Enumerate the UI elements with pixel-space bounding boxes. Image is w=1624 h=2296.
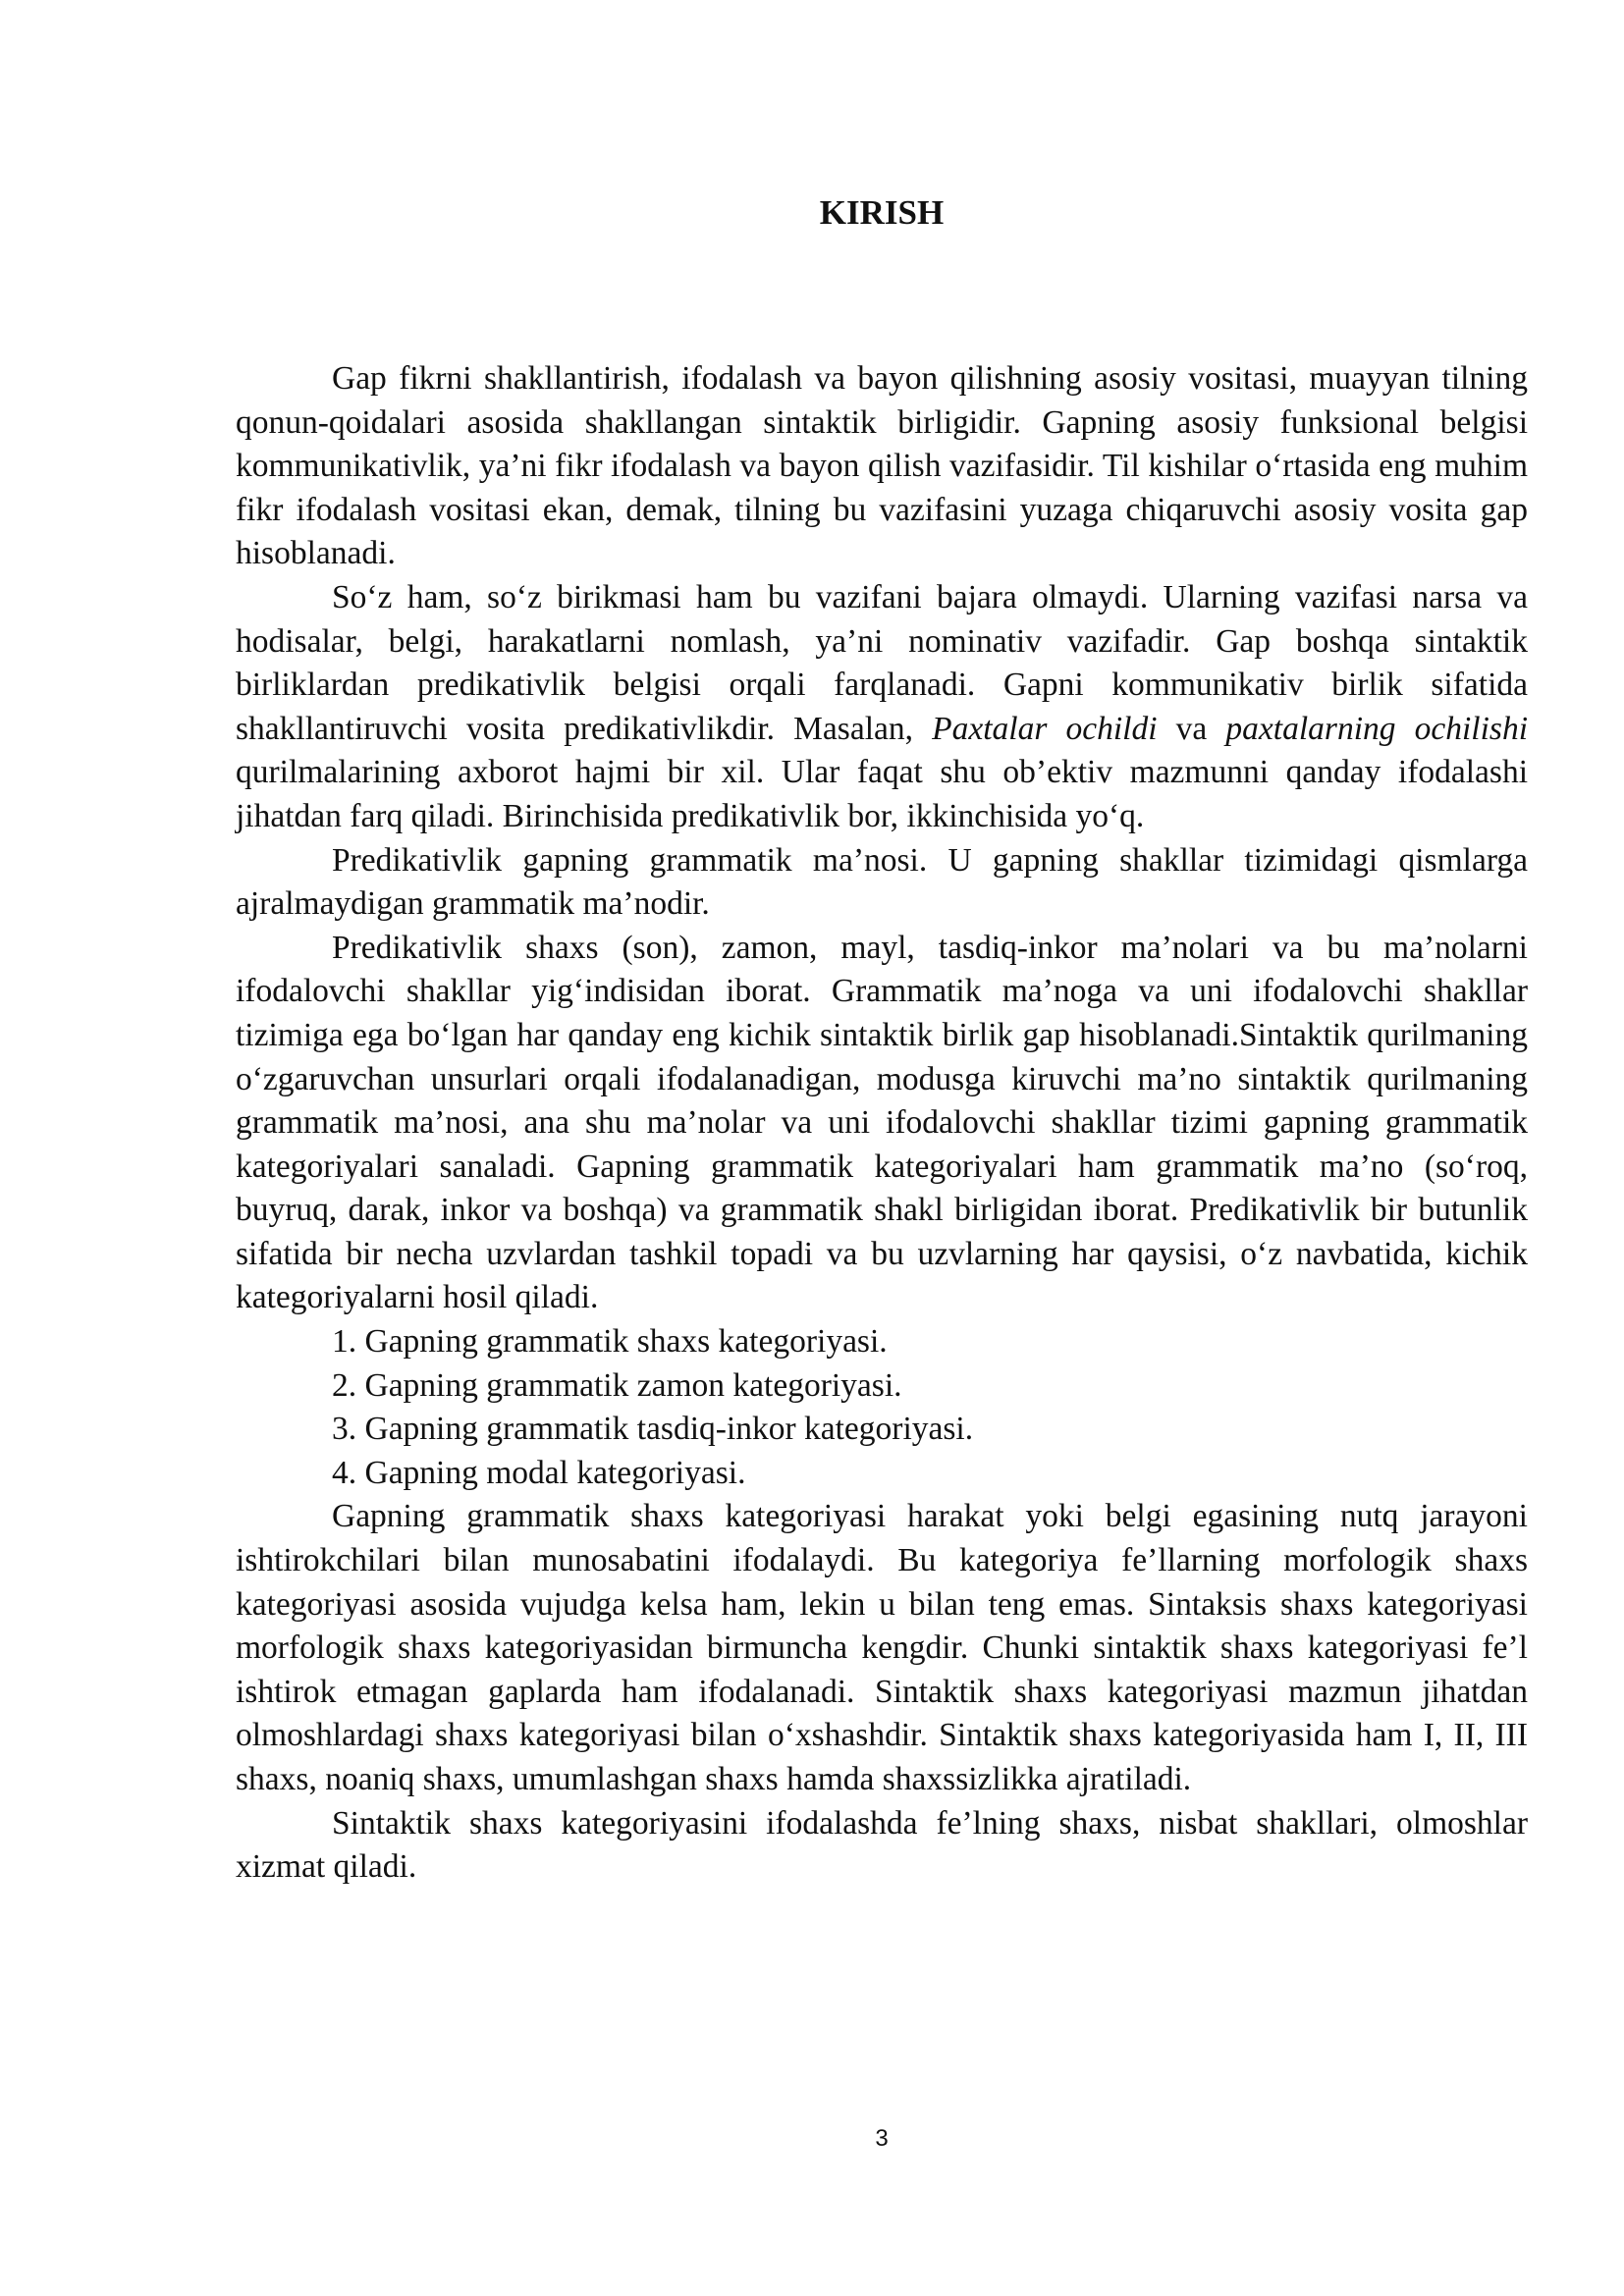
body-text <box>236 357 1528 1890</box>
paragraph-2-text-a: So‘z ham, so‘z birikmasi ham bu vazifani bajara olmaydi. Ularning vazifasi narsa va hodisalar, belgi, harakatlarni nomlash, ya’ni nominativ vazifadir. Gap boshqa sintaktik birliklardan predikativlik belgisi orqali farqlanadi. Gapni kommunikativ birlik sifatida shakllantiruvchi vosita predikativlikdir. Masalan, <box>236 578 1528 747</box>
page-title: KIRISH <box>819 193 945 232</box>
list-item-4: 4. Gapning modal kategoriyasi. <box>332 1454 746 1491</box>
paragraph-2-text-b: va <box>1157 710 1226 747</box>
document-page <box>236 0 1528 2296</box>
list-item-2: 2. Gapning grammatik zamon kategoriyasi. <box>332 1366 902 1404</box>
list-item-3: 3. Gapning grammatik tasdiq-inkor kategoriyasi. <box>332 1411 974 1448</box>
paragraph-2 <box>236 576 1528 839</box>
paragraph-2-text-c: qurilmalarining axborot hajmi bir xil. Ular faqat shu ob’ektiv mazmunni qanday ifodalashi jihatdan farq qiladi. Birinchisida predikativlik bor, ikkinchisida yo‘q. <box>236 754 1528 834</box>
page-number: 3 <box>875 2125 889 2152</box>
example-phrase-2: paxtalarning ochilishi <box>1225 710 1529 747</box>
paragraph-6: Sintaktik shaxs kategoriyasini ifodalashda fe’lning shaxs, nisbat shakllari, olmoshlar xizmat qiladi. <box>236 1804 1528 1886</box>
list-item-1: 1. Gapning grammatik shaxs kategoriyasi. <box>332 1323 888 1361</box>
example-phrase-1: Paxtalar ochildi <box>932 710 1158 747</box>
paragraph-4: Predikativlik shaxs (son), zamon, mayl, tasdiq-inkor ma’nolari va bu ma’nolarni ifodalovchi shakllar yig‘indisidan iborat. Grammatik ma’noga va uni ifodalovchi shakllar tizimiga ega bo‘lgan har qanday eng kichik sintaktik birlik gap hisoblanadi.Sintaktik qurilmaning o‘zgaruvchan unsurlari orqali ifodalanadigan, modusga kiruvchi ma’no sintaktik qurilmaning grammatik ma’nosi, ana shu ma’nolar va uni ifodalovchi shakllar tizimi gapning grammatik kategoriyalari sanaladi. Gapning grammatik kategoriyalari ham grammatik ma’no (so‘roq, buyruq, darak, inkor va boshqa) va grammatik shakl birligidan iborat. Predikativlik bir butunlik sifatida bir necha uzvlardan tashkil topadi va bu uzvlarning har qaysisi, o‘z navbatida, kichik kategoriyalarni hosil qiladi. <box>236 929 1528 1316</box>
paragraph-5: Gapning grammatik shaxs kategoriyasi harakat yoki belgi egasining nutq jarayoni ishtirokchilari bilan munosabatini ifodalaydi. Bu kategoriya fe’llarning morfologik shaxs kategoriyasi asosida vujudga kelsa ham, lekin u bilan teng emas. Sintaksis shaxs kategoriyasi morfologik shaxs kategoriyasidan birmuncha kengdir. Chunki sintaktik shaxs kategoriyasi fe’l ishtirok etmagan gaplarda ham ifodalanadi. Sintaktik shaxs kategoriyasi mazmun jihatdan olmoshlardagi shaxs kategoriyasi bilan o‘xshashdir. Sintaktik shaxs kategoriyasida ham I, II, III shaxs, noaniq shaxs, umumlashgan shaxs hamda shaxssizlikka ajratiladi. <box>236 1498 1528 1797</box>
paragraph-3: Predikativlik gapning grammatik ma’nosi. U gapning shakllar tizimidagi qismlarga ajralmaydigan grammatik ma’nodir. <box>236 841 1528 923</box>
paragraph-1: Gap fikrni shakllantirish, ifodalash va bayon qilishning asosiy vositasi, muayyan tilning qonun-qoidalari asosida shakllangan sintaktik birligidir. Gapning asosiy funksional belgisi kommunikativlik, ya’ni fikr ifodalash va bayon qilish vazifasidir. Til kishilar o‘rtasida eng muhim fikr ifodalash vositasi ekan, demak, tilning bu vazifasini yuzaga chiqaruvchi asosiy vosita gap hisoblanadi. <box>236 360 1528 572</box>
